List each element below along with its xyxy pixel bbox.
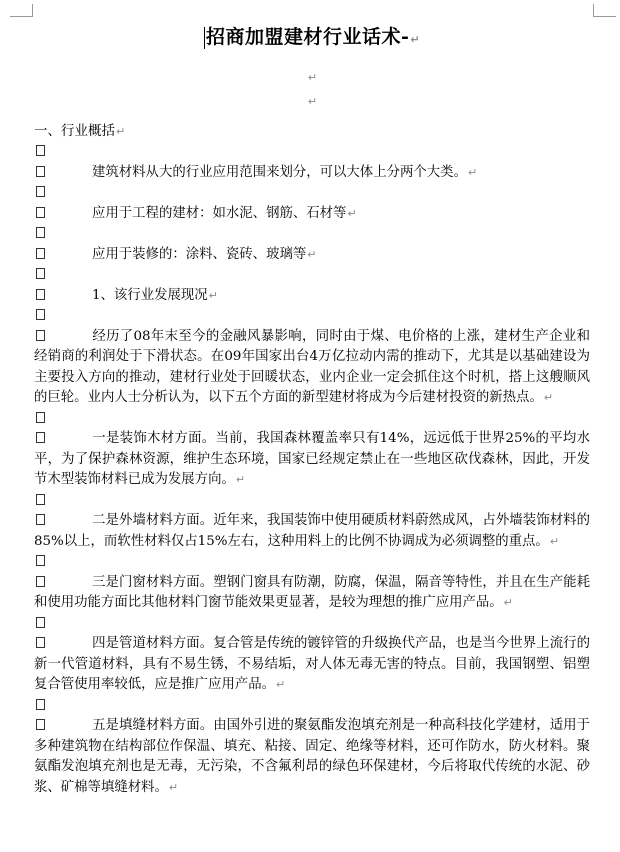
paragraph bbox=[34, 163, 590, 184]
paragraph-text: 一是装饰木材方面。当前，我国森林覆盖率只有14%，远远低于世界25%的平均水平，为了保护森林资源，维护生态环境，国家已经规定禁止在一些地区砍伐森林，因此，开发节木型装饰材料已成为发展方向。 bbox=[34, 431, 590, 487]
paragraph-text: 应用于工程的建材：如水泥、钢筋、石材等 bbox=[92, 205, 347, 221]
bullet-box-icon bbox=[36, 330, 45, 341]
paragraph-mark-icon: ↵ bbox=[235, 473, 246, 486]
bullet-empty bbox=[34, 491, 590, 512]
empty-paragraph bbox=[34, 88, 590, 112]
bullet-box-icon bbox=[36, 432, 45, 443]
paragraph-mark-icon: ↵ bbox=[307, 247, 317, 261]
paragraph-text: 建筑材料从大的行业应用范围来划分，可以大体上分两个大类。 bbox=[92, 164, 467, 180]
paragraph-text: 1、该行业发展现况 bbox=[92, 287, 208, 303]
empty-paragraph bbox=[34, 64, 590, 88]
section-heading-text: 一、行业概括 bbox=[34, 123, 115, 139]
document-title[interactable] bbox=[34, 20, 590, 54]
paragraph bbox=[34, 511, 590, 552]
bullet-empty bbox=[34, 224, 590, 245]
paragraph bbox=[34, 286, 590, 307]
bullet-box-icon bbox=[36, 719, 45, 730]
bullet-box-icon bbox=[36, 637, 45, 648]
paragraph-mark-icon: ↵ bbox=[276, 678, 286, 691]
paragraph bbox=[34, 204, 590, 225]
bullet-empty bbox=[34, 142, 590, 163]
bullet-box-icon bbox=[36, 699, 45, 710]
bullet-box-icon bbox=[36, 268, 45, 279]
bullet-box-icon bbox=[36, 412, 45, 423]
bullet-box-icon bbox=[36, 248, 45, 259]
paragraph-mark-icon: ↵ bbox=[410, 33, 421, 46]
paragraph-text: 经历了08年末至今的金融风暴影响，同时由于煤、电价格的上涨，建材生产企业和经销商的利润处于下滑状态。在09年国家出台4万亿拉动内需的推动下，尤其是以基础建设为主要投入方向的推动，建材行业处于回暖状态，业内企业一定会抓住这个时机，搭上这艘顺风的巨轮。业内人士分析认为，以下五个方面的新型建材将成为今后建材投资的新热点。 bbox=[34, 328, 590, 405]
paragraph-mark-icon: ↵ bbox=[347, 206, 357, 220]
bullet-box-icon bbox=[36, 186, 45, 197]
bullet-empty bbox=[34, 552, 590, 573]
paragraph-mark-icon: ↵ bbox=[549, 534, 560, 548]
bullet-box-icon bbox=[36, 617, 45, 628]
paragraph-mark-icon: ↵ bbox=[116, 125, 126, 138]
bullet-box-icon bbox=[36, 207, 45, 218]
document-page bbox=[34, 20, 590, 798]
paragraph bbox=[34, 573, 590, 614]
paragraph-mark-icon: ↵ bbox=[307, 95, 318, 108]
paragraph bbox=[34, 327, 590, 409]
paragraph-mark-icon: ↵ bbox=[208, 288, 218, 302]
bullet-box-icon bbox=[36, 494, 45, 505]
bullet-box-icon bbox=[36, 289, 45, 300]
bullet-box-icon bbox=[36, 514, 45, 525]
bullet-empty bbox=[34, 306, 590, 327]
bullet-empty bbox=[34, 614, 590, 635]
paragraph-text: 五是填缝材料方面。由国外引进的聚氨酯发泡填充剂是一种高科技化学建材，适用于多种建筑物在结构部位作保温、填充、粘接、固定、绝缘等材料，还可作防水，防火材料。聚氨酯发泡填充剂也是无毒，无污染，不含氟利昂的绿色环保建材，今后将取代传统的水泥、砂浆、矿棉等填缝材料。 bbox=[34, 718, 590, 795]
paragraph-mark-icon: ↵ bbox=[168, 780, 179, 794]
paragraph bbox=[34, 429, 590, 491]
bullet-empty bbox=[34, 183, 590, 204]
paragraph-mark-icon: ↵ bbox=[307, 71, 318, 84]
bullet-box-icon bbox=[36, 166, 45, 177]
bullet-empty bbox=[34, 409, 590, 430]
bullet-box-icon bbox=[36, 309, 45, 320]
section-heading bbox=[34, 120, 590, 142]
bullet-box-icon bbox=[36, 145, 45, 156]
bullet-empty bbox=[34, 696, 590, 717]
bullet-box-icon bbox=[36, 555, 45, 566]
paragraph-mark-icon: ↵ bbox=[543, 391, 554, 404]
title-text: 招商加盟建材行业话术- bbox=[205, 26, 410, 48]
paragraph bbox=[34, 716, 590, 798]
bullet-empty bbox=[34, 265, 590, 286]
paragraph-mark-icon: ↵ bbox=[503, 596, 513, 609]
paragraph-text: 三是门窗材料方面。塑钢门窗具有防潮，防腐，保温，隔音等特性，并且在生产能耗和使用功能方面比其他材料门窗节能效果更显著，是较为理想的推广应用产品。 bbox=[34, 574, 590, 610]
paragraph-text: 二是外墙材料方面。近年来，我国装饰中使用硬质材料蔚然成风，占外墙装饰材料的85%以上，而软性材料仅占15%左右，这种用料上的比例不协调成为必须调整的重点。 bbox=[34, 513, 590, 549]
paragraph-text: 应用于装修的：涂料、瓷砖、玻璃等 bbox=[92, 246, 307, 262]
page-corner-mark-top-right bbox=[593, 4, 616, 17]
page-corner-mark-top-left bbox=[10, 4, 33, 17]
paragraph-mark-icon: ↵ bbox=[467, 165, 478, 179]
text-cursor bbox=[204, 27, 205, 49]
paragraph bbox=[34, 634, 590, 696]
bullet-box-icon bbox=[36, 576, 45, 587]
paragraph bbox=[34, 245, 590, 266]
bullet-box-icon bbox=[36, 227, 45, 238]
paragraph-text: 四是管道材料方面。复合管是传统的镀锌管的升级换代产品，也是当今世界上流行的新一代管道材料，具有不易生锈，不易结垢，对人体无毒无害的特点。目前，我国钢塑、铝塑复合管使用率较低，应是推广应用产品。 bbox=[34, 636, 590, 692]
